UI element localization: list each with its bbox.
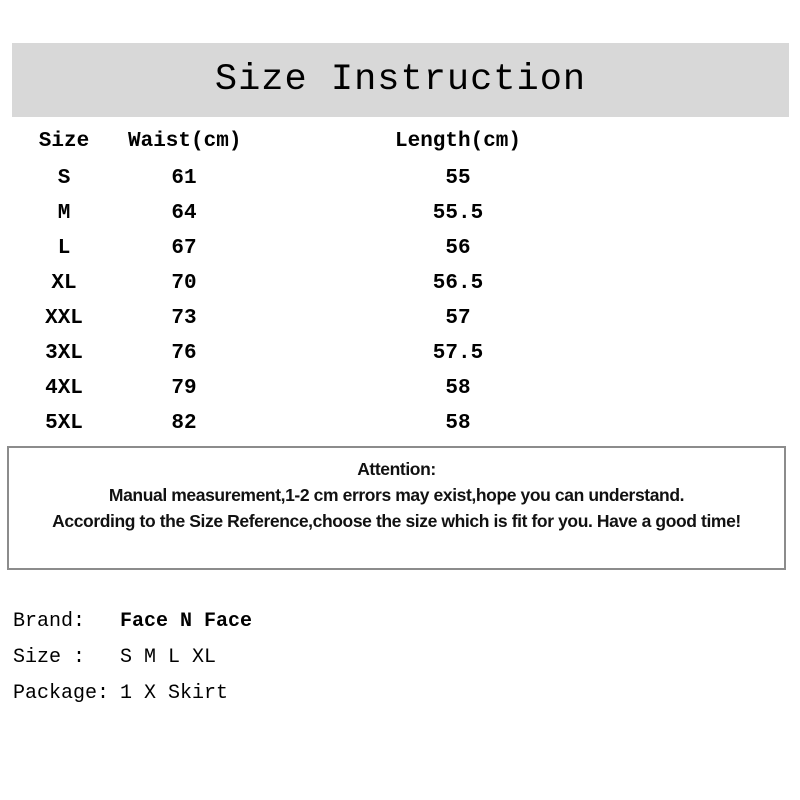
size-cell: 5XL bbox=[45, 412, 83, 435]
size-cell: L bbox=[57, 237, 71, 260]
table-row bbox=[0, 371, 800, 406]
column-header-waist: Waist(cm) bbox=[128, 130, 242, 153]
detail-row bbox=[13, 603, 773, 639]
table-row bbox=[0, 161, 800, 196]
attention-line2: According to the Size Reference,choose the size which is fit for you. Have a good time! bbox=[52, 511, 741, 531]
detail-label: Brand: bbox=[13, 609, 86, 633]
size-table bbox=[0, 122, 800, 441]
table-row bbox=[0, 336, 800, 371]
size-cell: 3XL bbox=[45, 342, 83, 365]
waist-cell: 70 bbox=[171, 272, 197, 295]
size-cell: XL bbox=[51, 272, 77, 295]
table-header-row bbox=[0, 122, 800, 161]
waist-cell: 76 bbox=[171, 342, 197, 365]
length-cell: 57.5 bbox=[432, 342, 484, 365]
length-cell: 55 bbox=[445, 167, 471, 190]
length-cell: 56.5 bbox=[432, 272, 484, 295]
product-details bbox=[13, 603, 773, 711]
length-cell: 58 bbox=[445, 412, 471, 435]
table-row bbox=[0, 406, 800, 441]
size-cell: S bbox=[57, 167, 71, 190]
detail-label: Size : bbox=[13, 645, 86, 669]
detail-value: S M L XL bbox=[120, 645, 217, 669]
length-cell: 55.5 bbox=[432, 202, 484, 225]
page-title: Size Instruction bbox=[214, 59, 587, 101]
detail-value: Face N Face bbox=[120, 609, 253, 633]
title-banner bbox=[12, 43, 789, 117]
size-cell: XXL bbox=[45, 307, 83, 330]
waist-cell: 73 bbox=[171, 307, 197, 330]
waist-cell: 61 bbox=[171, 167, 197, 190]
size-table-body bbox=[0, 161, 800, 441]
detail-label: Package: bbox=[13, 681, 110, 705]
table-row bbox=[0, 266, 800, 301]
attention-heading: Attention: bbox=[357, 459, 436, 479]
waist-cell: 64 bbox=[171, 202, 197, 225]
column-header-length: Length(cm) bbox=[394, 130, 522, 153]
table-row bbox=[0, 301, 800, 336]
length-cell: 57 bbox=[445, 307, 471, 330]
size-cell: M bbox=[57, 202, 71, 225]
table-row bbox=[0, 231, 800, 266]
table-row bbox=[0, 196, 800, 231]
detail-value: 1 X Skirt bbox=[120, 681, 229, 705]
size-cell: 4XL bbox=[45, 377, 83, 400]
length-cell: 56 bbox=[445, 237, 471, 260]
detail-row bbox=[13, 639, 773, 675]
waist-cell: 79 bbox=[171, 377, 197, 400]
column-header-size: Size bbox=[38, 130, 90, 153]
attention-box bbox=[7, 446, 786, 570]
waist-cell: 67 bbox=[171, 237, 197, 260]
attention-line1: Manual measurement,1-2 cm errors may exist,hope you can understand. bbox=[108, 485, 685, 505]
length-cell: 58 bbox=[445, 377, 471, 400]
detail-row bbox=[13, 675, 773, 711]
waist-cell: 82 bbox=[171, 412, 197, 435]
